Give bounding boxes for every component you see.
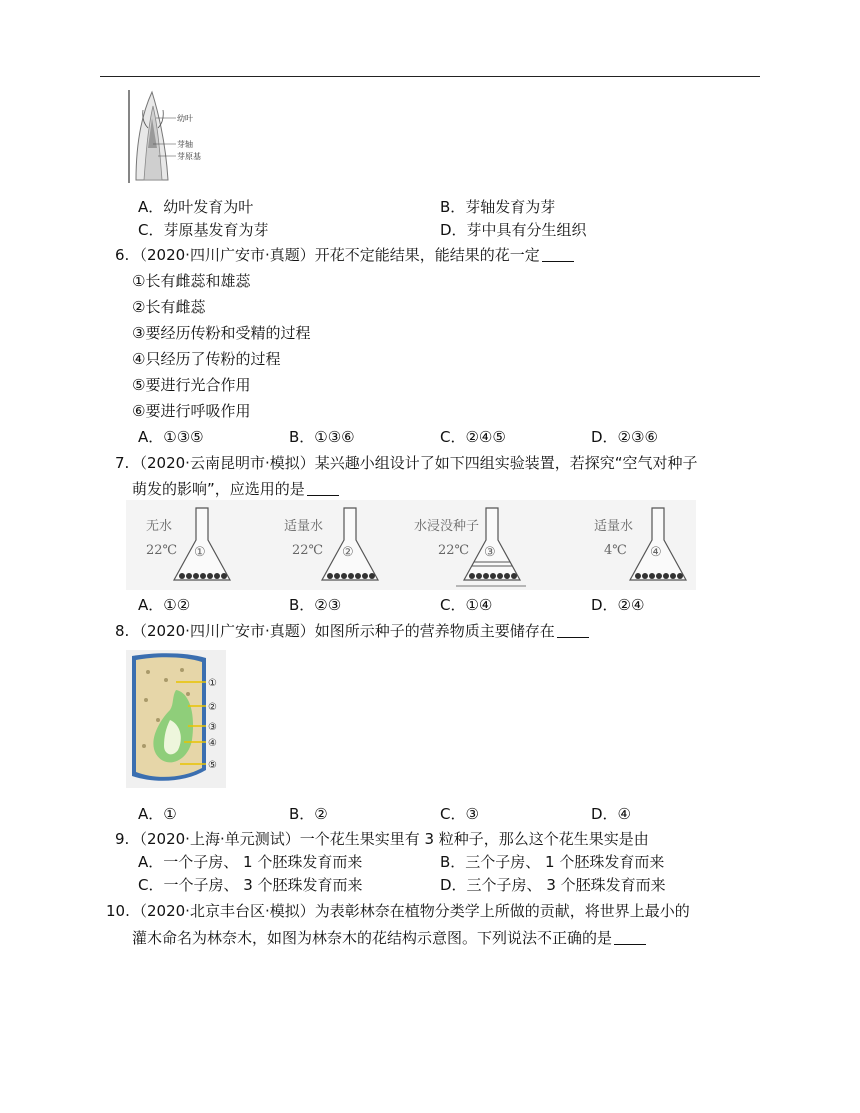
flask-experiment-figure (126, 500, 696, 590)
bud-section-figure (126, 88, 216, 184)
q9-option-b[interactable]: B．三个子房、 1 个胚珠发育而来 (440, 853, 665, 871)
flask-1-temp: 22℃ (146, 543, 178, 558)
q6-statement-6: ⑥要进行呼吸作用 (132, 402, 251, 420)
q5-option-d[interactable]: D．芽中具有分生组织 (440, 221, 587, 239)
q9-number: 9. (115, 830, 130, 848)
q6-option-b[interactable]: B．①③⑥ (289, 428, 355, 446)
q9-option-d[interactable]: D．三个子房、 3 个胚珠发育而来 (440, 876, 666, 894)
q6-number: 6. (115, 246, 130, 264)
q10-stem-line1: （2020·北京丰台区·模拟）为表彰林奈在植物分类学上所做的贡献，将世界上最小的 (132, 902, 690, 920)
q5-option-b[interactable]: B．芽轴发育为芽 (440, 198, 556, 216)
q7-stem-text: 萌发的影响”，应选用的是 (132, 480, 305, 498)
q7-stem-line2 (132, 479, 339, 499)
q8-stem-text: （2020·四川广安市·真题）如图所示种子的营养物质主要储存在 (132, 622, 555, 640)
bud-label-young-leaf: 幼叶 (177, 114, 193, 123)
seed-label-5: ⑤ (208, 760, 217, 771)
q9-stem: （2020·上海·单元测试）一个花生果实里有 3 粒种子，那么这个花生果实是由 (132, 830, 649, 848)
q5-option-a[interactable]: A．幼叶发育为叶 (138, 198, 254, 216)
flask-3-num: ③ (484, 545, 496, 560)
header-rule (100, 76, 760, 77)
bud-label-primordium: 芽原基 (177, 152, 201, 161)
q7-option-c[interactable]: C．①④ (440, 596, 493, 614)
q6-statement-1: ①长有雌蕊和雄蕊 (132, 272, 251, 290)
corn-seed-figure (126, 650, 226, 788)
q7-answer-blank[interactable] (307, 481, 339, 496)
q5-option-c[interactable]: C．芽原基发育为芽 (138, 221, 269, 239)
seed-label-1: ① (208, 678, 217, 689)
q6-statement-3: ③要经历传粉和受精的过程 (132, 324, 311, 342)
q10-answer-blank[interactable] (614, 930, 646, 945)
flask-2-num: ② (342, 545, 354, 560)
q7-option-a[interactable]: A．①② (138, 596, 191, 614)
q6-answer-blank[interactable] (542, 247, 574, 262)
q8-answer-blank[interactable] (557, 623, 589, 638)
q6-statement-2: ②长有雌蕊 (132, 298, 206, 316)
q8-stem (132, 621, 589, 641)
q6-option-d[interactable]: D．②③⑥ (591, 428, 658, 446)
q6-statement-5: ⑤要进行光合作用 (132, 376, 251, 394)
seed-label-3: ③ (208, 722, 217, 733)
q7-stem-line1: （2020·云南昆明市·模拟）某兴趣小组设计了如下四组实验装置，若探究“空气对种子 (132, 454, 698, 472)
q7-option-b[interactable]: B．②③ (289, 596, 342, 614)
q10-stem-text: 灌木命名为林奈木，如图为林奈木的花结构示意图。下列说法不正确的是 (132, 929, 613, 947)
flask-2-temp: 22℃ (292, 543, 324, 558)
q8-option-c[interactable]: C．③ (440, 805, 479, 823)
q10-number: 10. (106, 902, 130, 920)
q8-option-a[interactable]: A．① (138, 805, 177, 823)
q6-stem-text: （2020·四川广安市·真题）开花不定能结果，能结果的花一定 (132, 246, 540, 264)
q8-option-d[interactable]: D．④ (591, 805, 631, 823)
bud-label-axis: 芽轴 (177, 140, 193, 149)
flask-4-num: ④ (650, 545, 662, 560)
q7-option-d[interactable]: D．②④ (591, 596, 645, 614)
flask-2-label: 适量水 (284, 519, 324, 534)
q6-option-a[interactable]: A．①③⑤ (138, 428, 204, 446)
q8-option-b[interactable]: B．② (289, 805, 328, 823)
q6-statement-4: ④只经历了传粉的过程 (132, 350, 281, 368)
flask-3-temp: 22℃ (438, 543, 470, 558)
flask-1-num: ① (194, 545, 206, 560)
q10-stem-line2 (132, 928, 646, 948)
flask-1-label: 无水 (146, 519, 173, 534)
flask-4-label: 适量水 (594, 519, 634, 534)
q7-number: 7. (115, 454, 130, 472)
seed-label-2: ② (208, 702, 217, 713)
q9-option-c[interactable]: C．一个子房、 3 个胚珠发育而来 (138, 876, 363, 894)
q9-option-a[interactable]: A．一个子房、 1 个胚珠发育而来 (138, 853, 363, 871)
q6-option-c[interactable]: C．②④⑤ (440, 428, 506, 446)
flask-3-label: 水浸没种子 (414, 519, 480, 534)
flask-4-temp: 4℃ (604, 543, 627, 558)
seed-label-4: ④ (208, 738, 217, 749)
q8-number: 8. (115, 622, 130, 640)
q6-stem (132, 245, 574, 265)
